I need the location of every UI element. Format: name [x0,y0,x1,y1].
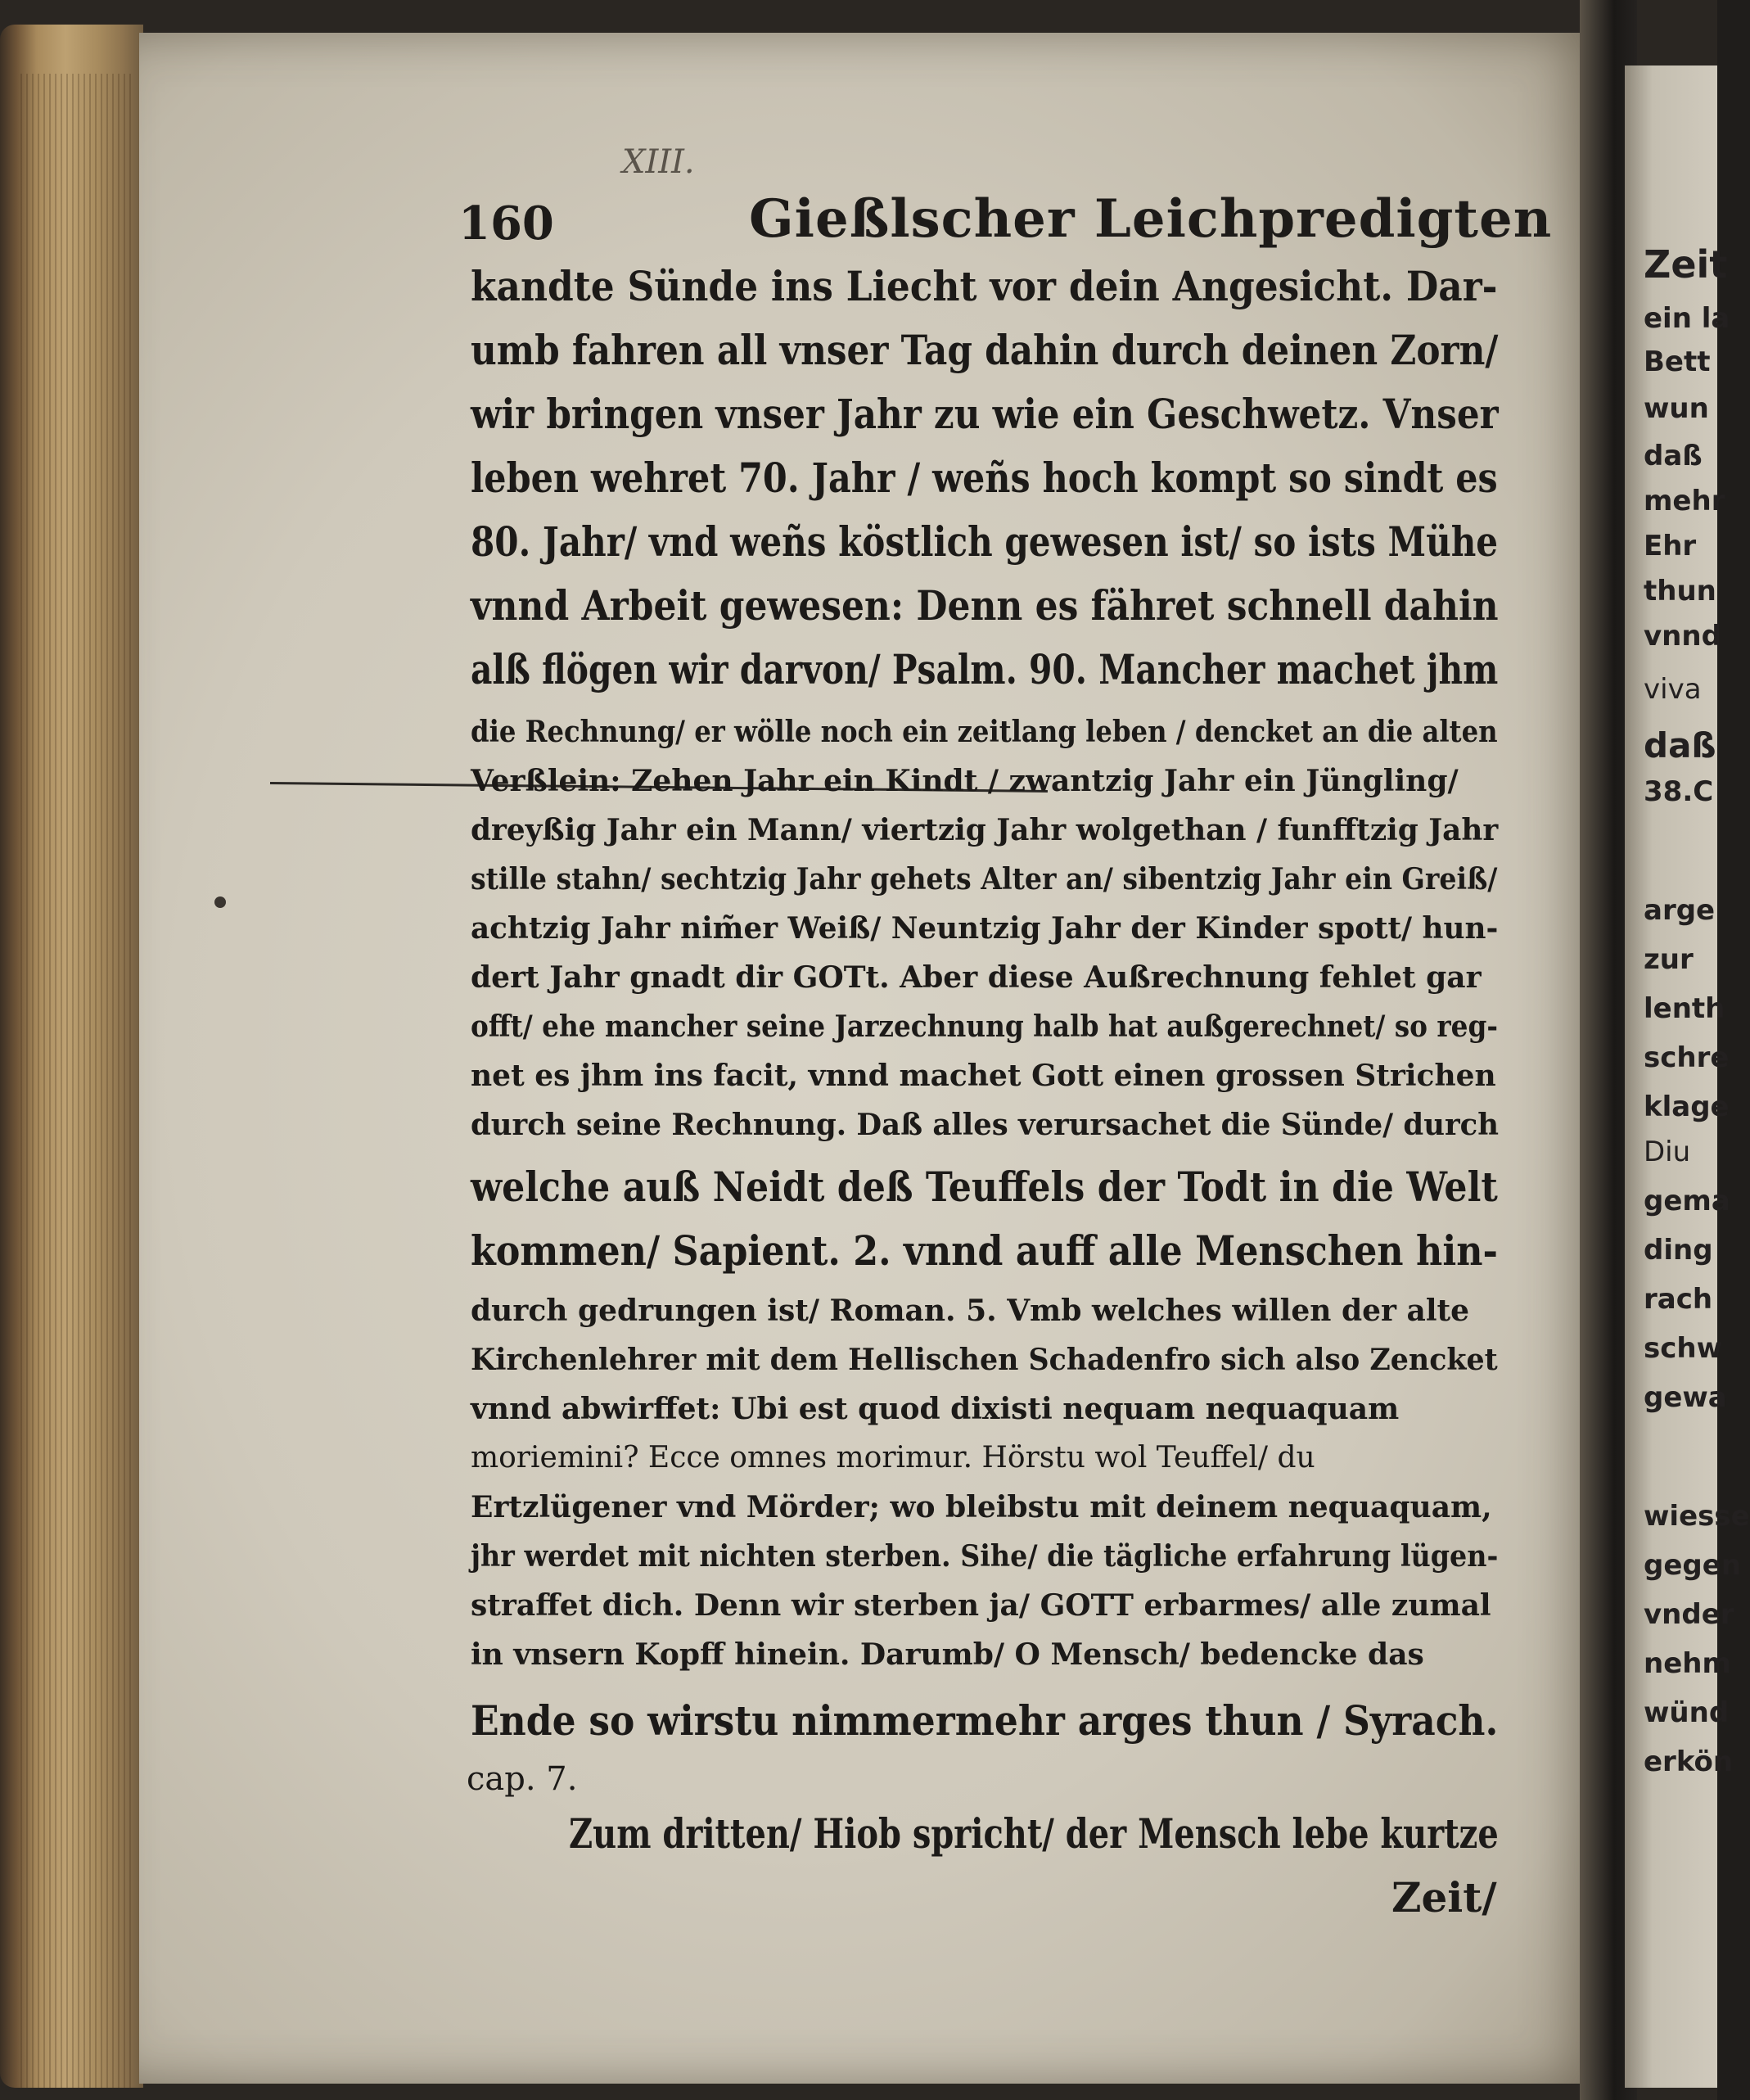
right-fragment: ein la [1644,302,1730,335]
right-fragment: daß [1644,440,1703,472]
text-line: 80. Jahr/ vnd weñs köstlich gewesen ist/ so ists Mühe [471,517,1499,566]
text-line: achtzig Jahr nim̃er Weiß/ Neuntzig Jahr der Kinder spott/ hun- [471,911,1499,946]
text-line: Ertzlügener vnd Mörder; wo bleibstu mit deinem nequaquam, [471,1490,1492,1524]
margin-note: XIII. [622,143,695,181]
right-fragment: wünd [1644,1696,1730,1729]
right-fragment: schw [1644,1332,1723,1365]
text-line: die Rechnung/ er wölle noch ein zeitlang leben / dencket an die alten [471,715,1498,749]
right-fragment: gegen [1644,1549,1741,1582]
right-fragment: vnnd [1644,620,1721,653]
right-fragment: thun [1644,575,1716,607]
text-line: alß flögen wir darvon/ Psalm. 90. Mancher machet jhm [471,645,1499,693]
right-fragment: Ehr [1644,530,1697,562]
text-line: durch seine Rechnung. Daß alles verursachet die Sünde/ durch [471,1108,1499,1142]
text-line: kommen/ Sapient. 2. vnnd auff alle Menschen hin- [471,1226,1498,1275]
right-fragment: viva [1644,673,1702,706]
text-line: leben wehret 70. Jahr / weñs hoch kompt so sindt es [471,454,1498,502]
right-fragment: mehr [1644,485,1725,517]
text-line: Zeit/ [1391,1873,1497,1922]
right-fragment: schre [1644,1041,1730,1074]
text-line: dert Jahr gnadt dir GOTt. Aber diese Außrechnung fehlet gar [471,960,1482,995]
right-fragment: arge [1644,894,1716,927]
text-line: straffet dich. Denn wir sterben ja/ GOTT erbarmes/ alle zumal [471,1588,1491,1623]
right-fragment: 38.C [1644,775,1714,808]
right-fragment: klage [1644,1091,1730,1123]
right-fragment: lenth [1644,992,1725,1025]
text-line: vnnd abwirffet: Ubi est quod dixisti nequam nequaquam [471,1392,1400,1426]
right-fragment: daß [1644,725,1716,765]
page-edge-lines [20,74,135,2088]
text-line: dreyßig Jahr ein Mann/ viertzig Jahr wolgethan / funfftzig Jahr [471,813,1499,847]
right-fragment: nehm [1644,1647,1731,1680]
right-fragment: rach [1644,1283,1713,1316]
right-fragment: Bett [1644,345,1711,378]
right-fragment: vnder [1644,1598,1734,1631]
text-line: Ende so wirstu nimmermehr arges thun / Syrach. [471,1696,1499,1745]
text-line: kandte Sünde ins Liecht vor dein Angesicht. Dar- [471,262,1498,310]
page-number: 160 [458,196,554,251]
text-line: stille stahn/ sechtzig Jahr gehets Alter an/ sibentzig Jahr ein Greiß/ [471,862,1498,896]
text-line: vnnd Arbeit gewesen: Denn es fähret schnell dahin [471,581,1499,630]
right-fragment: ding [1644,1234,1713,1267]
text-line: Zum dritten/ Hiob spricht/ der Mensch lebe kurtze [569,1809,1499,1858]
right-fragment: zur [1644,943,1694,976]
text-line: welche auß Neidt deß Teuffels der Todt in die Welt [471,1163,1498,1211]
right-fragment: gewa [1644,1381,1727,1414]
text-line: Kirchenlehrer mit dem Hellischen Schadenfro sich also Zencket [471,1343,1498,1377]
right-fragment: erkön [1644,1745,1734,1778]
running-head: Gießlscher Leichpredigten [749,188,1553,250]
text-line: jhr werdet mit nichten sterben. Sihe/ die tägliche erfahrung lügen- [471,1539,1499,1574]
right-fragment: wun [1644,392,1709,425]
right-fragment: gema [1644,1185,1730,1217]
page-edges [0,25,143,2088]
right-fragment: wiesse [1644,1500,1750,1533]
right-fragment: Diu [1644,1136,1691,1168]
ink-spot [214,896,226,908]
right-fragment: Zeit [1644,242,1728,287]
text-line: net es jhm ins facit, vnnd machet Gott einen grossen Strichen [471,1059,1496,1093]
text-line: in vnsern Kopff hinein. Darumb/ O Mensch/ bedencke das [471,1637,1424,1672]
text-line: cap. 7. [467,1760,578,1798]
text-line: wir bringen vnser Jahr zu wie ein Geschwetz. Vnser [471,390,1499,438]
text-line: durch gedrungen ist/ Roman. 5. Vmb welches willen der alte [471,1294,1470,1328]
text-line: offt/ ehe mancher seine Jarzechnung halb hat außgerechnet/ so reg- [471,1009,1498,1044]
text-line: umb fahren all vnser Tag dahin durch deinen Zorn/ [471,326,1499,374]
text-line: moriemini? Ecce omnes morimur. Hörstu wol Teuffel/ du [471,1441,1315,1475]
text-line: Verßlein: Zehen Jahr ein Kindt / zwantzig Jahr ein Jüngling/ [471,764,1459,798]
